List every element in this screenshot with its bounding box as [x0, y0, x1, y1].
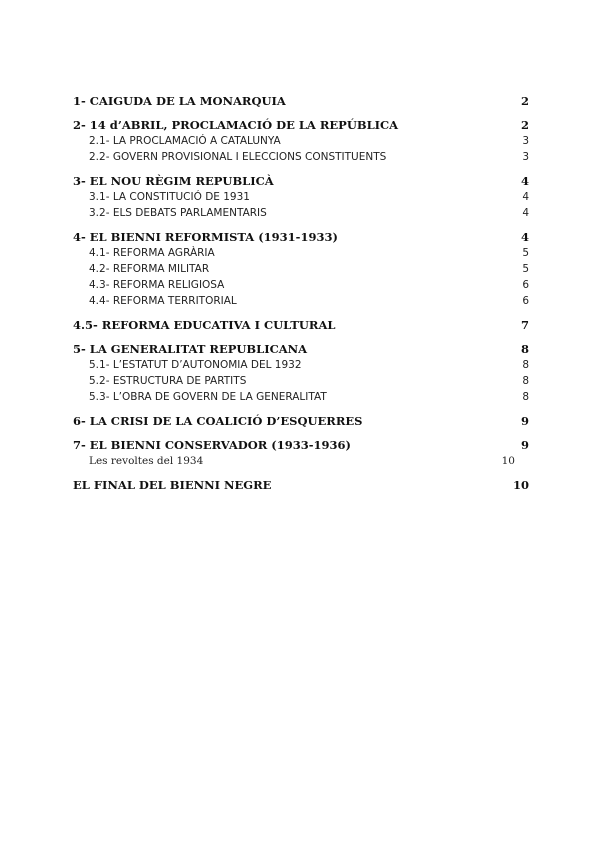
- toc-entry-title: 4.2- REFORMA MILITAR: [89, 263, 210, 275]
- toc-entry-page: 2: [520, 118, 529, 132]
- toc-entry-page: 9: [520, 414, 529, 428]
- toc-entry-title: 3- EL NOU RÈGIM REPUBLICÀ: [73, 174, 274, 188]
- toc-entry-title: 4.4- REFORMA TERRITORIAL: [89, 295, 237, 307]
- toc-entry-page: 6: [522, 295, 529, 307]
- toc-entry-title: 4.3- REFORMA RELIGIOSA: [89, 279, 225, 291]
- toc-entry-title: 2.2- GOVERN PROVISIONAL I ELECCIONS CONSTITUENTS: [89, 151, 387, 163]
- toc-entry-page: 8: [522, 359, 529, 371]
- toc-subentry[interactable]: [73, 389, 529, 405]
- toc-entry-page: 4: [522, 191, 529, 203]
- toc-subentry[interactable]: [73, 277, 529, 293]
- toc-entry-title: 1- CAIGUDA DE LA MONARQUIA: [73, 94, 286, 108]
- toc-subentry[interactable]: [73, 373, 529, 389]
- toc-entry-page: 2: [520, 94, 529, 108]
- toc-entry[interactable]: [73, 437, 529, 453]
- toc-entry-title: 4.5- REFORMA EDUCATIVA I CULTURAL: [73, 318, 336, 332]
- toc-entry-title: 5.2- ESTRUCTURA DE PARTITS: [89, 375, 247, 387]
- toc-entry-page: 5: [522, 247, 529, 259]
- toc-entry-title: 5- LA GENERALITAT REPUBLICANA: [73, 342, 308, 356]
- toc-entry-page: 3: [522, 151, 529, 163]
- toc-entry-title: 7- EL BIENNI CONSERVADOR (1933-1936): [73, 438, 351, 452]
- toc-subentry[interactable]: [73, 261, 529, 277]
- toc-entry-title: EL FINAL DEL BIENNI NEGRE: [73, 478, 272, 492]
- toc-entry-title: 6- LA CRISI DE LA COALICIÓ D’ESQUERRES: [73, 414, 363, 428]
- toc-entry-page: 8: [520, 342, 529, 356]
- toc-subentry[interactable]: [73, 453, 529, 469]
- toc-entry-page: 4: [522, 207, 529, 219]
- table-of-contents: [73, 93, 529, 493]
- toc-entry-page: 10: [501, 455, 515, 467]
- toc-subentry[interactable]: [73, 149, 529, 165]
- toc-entry[interactable]: [73, 173, 529, 189]
- toc-entry-title: 2.1- LA PROCLAMACIÓ A CATALUNYA: [89, 135, 281, 147]
- toc-entry-page: 6: [522, 279, 529, 291]
- toc-subentry[interactable]: [73, 133, 529, 149]
- toc-entry-title: 3.1- LA CONSTITUCIÓ DE 1931: [89, 191, 250, 203]
- toc-entry-page: 8: [522, 375, 529, 387]
- toc-subentry[interactable]: [73, 245, 529, 261]
- toc-entry[interactable]: [73, 341, 529, 357]
- toc-entry-title: 5.3- L’OBRA DE GOVERN DE LA GENERALITAT: [89, 391, 327, 403]
- toc-entry[interactable]: [73, 229, 529, 245]
- toc-entry-title: 4- EL BIENNI REFORMISTA (1931-1933): [73, 230, 338, 244]
- toc-entry-page: 9: [520, 438, 529, 452]
- toc-entry-page: 10: [512, 478, 529, 492]
- toc-entry[interactable]: [73, 477, 529, 493]
- toc-entry-page: 5: [522, 263, 529, 275]
- toc-entry-page: 8: [522, 391, 529, 403]
- toc-entry[interactable]: [73, 317, 529, 333]
- toc-entry[interactable]: [73, 413, 529, 429]
- toc-entry-title: Les revoltes del 1934: [89, 455, 204, 467]
- toc-entry-title: 3.2- ELS DEBATS PARLAMENTARIS: [89, 207, 267, 219]
- toc-entry-title: 5.1- L’ESTATUT D’AUTONOMIA DEL 1932: [89, 359, 302, 371]
- toc-subentry[interactable]: [73, 205, 529, 221]
- toc-entry-page: 4: [520, 230, 529, 244]
- toc-entry[interactable]: [73, 93, 529, 109]
- toc-entry-page: 4: [520, 174, 529, 188]
- toc-entry[interactable]: [73, 117, 529, 133]
- toc-entry-title: 2- 14 d’ABRIL, PROCLAMACIÓ DE LA REPÚBLICA: [73, 118, 399, 132]
- toc-subentry[interactable]: [73, 357, 529, 373]
- toc-entry-title: 4.1- REFORMA AGRÀRIA: [89, 247, 215, 259]
- toc-entry-page: 3: [522, 135, 529, 147]
- toc-entry-page: 7: [520, 318, 529, 332]
- toc-subentry[interactable]: [73, 293, 529, 309]
- toc-subentry[interactable]: [73, 189, 529, 205]
